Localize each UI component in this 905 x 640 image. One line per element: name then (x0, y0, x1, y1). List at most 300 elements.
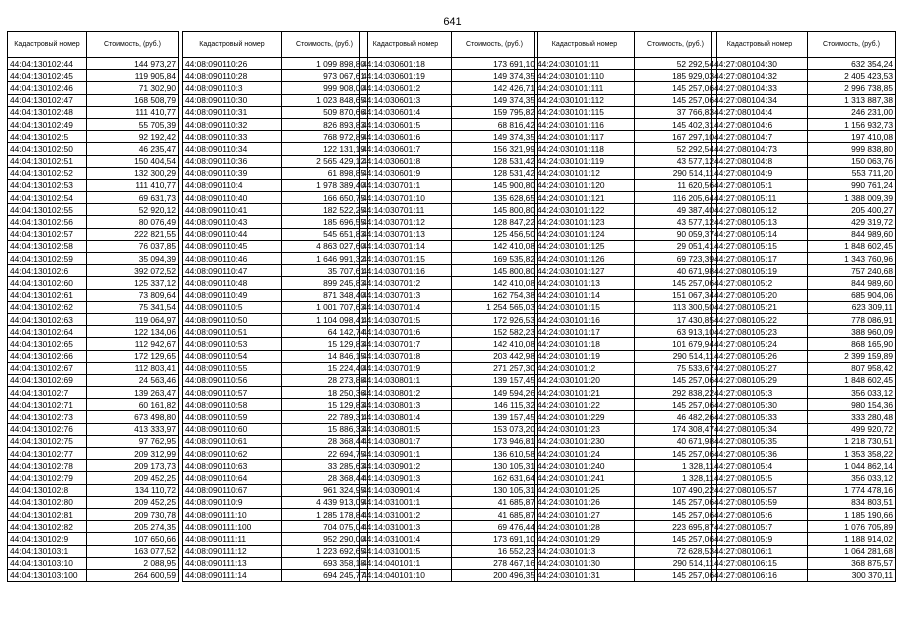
cadastral-number-cell: 44:24:030101:115 (535, 106, 635, 118)
cadastral-number-cell: 44:24:030101:16 (535, 313, 635, 325)
table-row (360, 448, 538, 460)
cost-cell: 990 761,24 (808, 179, 896, 191)
table-row (535, 301, 717, 313)
cost-cell: 1 328,11 (635, 472, 717, 484)
table-row (360, 533, 538, 545)
cost-cell: 169 535,82 (452, 253, 538, 265)
cost-cell: 172 926,53 (452, 313, 538, 325)
table-row (360, 484, 538, 496)
table-row (183, 326, 368, 338)
cost-cell: 43 577,12 (635, 216, 717, 228)
table-row (8, 338, 179, 350)
cost-cell: 290 514,11 (635, 557, 717, 569)
cost-cell: 499 920,72 (808, 423, 896, 435)
table-row (183, 70, 368, 82)
table-row (712, 106, 896, 118)
cost-cell: 128 847,22 (452, 216, 538, 228)
cadastral-number-cell: 44:14:031001:5 (360, 545, 452, 557)
cost-cell: 28 368,44 (282, 435, 368, 447)
cadastral-number-cell: 44:24:030101:25 (535, 484, 635, 496)
cadastral-number-cell: 44:08:090110:59 (183, 411, 282, 423)
cadastral-number-cell: 44:24:030101:2 (535, 362, 635, 374)
table-header-row (360, 32, 538, 58)
cost-cell: 46 235,47 (87, 143, 179, 155)
cost-cell: 197 410,08 (808, 131, 896, 143)
cost-cell: 122 131,19 (282, 143, 368, 155)
cost-cell: 623 309,11 (808, 301, 896, 313)
cadastral-number-cell: 44:04:130102:75 (8, 435, 87, 447)
cadastral-number-cell: 44:24:030101:112 (535, 94, 635, 106)
cadastral-number-cell: 44:04:130102:67 (8, 362, 87, 374)
cadastral-number-cell: 44:27:080104:4 (712, 106, 808, 118)
cost-cell: 116 205,64 (635, 192, 717, 204)
cadastral-number-cell: 44:14:030701:2 (360, 277, 452, 289)
cadastral-number-cell: 44:14:030701:15 (360, 253, 452, 265)
cost-cell: 292 838,22 (635, 387, 717, 399)
cost-cell: 162 754,38 (452, 289, 538, 301)
cadastral-number-cell: 44:14:030601:8 (360, 155, 452, 167)
cadastral-number-cell: 44:04:130102:63 (8, 313, 87, 325)
cadastral-number-cell: 44:27:080105:57 (712, 484, 808, 496)
cadastral-number-cell: 44:27:080105:5 (712, 472, 808, 484)
cadastral-table (359, 31, 538, 582)
cost-cell: 46 482,26 (635, 411, 717, 423)
cadastral-number-cell: 44:04:130102:80 (8, 496, 87, 508)
cadastral-number-cell: 44:08:090110:53 (183, 338, 282, 350)
table-row (8, 313, 179, 325)
cost-cell: 14 846,15 (282, 350, 368, 362)
table-row (360, 521, 538, 533)
table-header-row (8, 32, 179, 58)
cost-cell: 2 565 429,12 (282, 155, 368, 167)
cadastral-number-cell: 44:14:030801:5 (360, 423, 452, 435)
table-row (8, 362, 179, 374)
cost-cell: 4 439 913,09 (282, 496, 368, 508)
cost-cell: 69 631,73 (87, 192, 179, 204)
cadastral-table (182, 31, 368, 582)
cost-cell: 43 577,12 (635, 155, 717, 167)
cost-cell: 113 300,50 (635, 301, 717, 313)
table-row (535, 192, 717, 204)
table-row (360, 508, 538, 520)
cost-cell: 173 691,10 (452, 533, 538, 545)
table-row (535, 155, 717, 167)
cadastral-number-cell: 44:27:080105:12 (712, 204, 808, 216)
cadastral-number-cell: 44:04:130102:62 (8, 301, 87, 313)
cost-cell: 76 037,85 (87, 240, 179, 252)
table-row (8, 350, 179, 362)
table-row (535, 313, 717, 325)
table-row (183, 521, 368, 533)
cadastral-number-cell: 44:04:130102:71 (8, 399, 87, 411)
cadastral-number-cell: 44:08:090110:67 (183, 484, 282, 496)
table-row (535, 143, 717, 155)
cadastral-number-cell: 44:04:130102:56 (8, 216, 87, 228)
cadastral-header: Кадастровый номер (360, 32, 452, 58)
cadastral-number-cell: 44:14:040101:1 (360, 557, 452, 569)
table-row (712, 58, 896, 70)
cadastral-number-cell: 44:24:030101:12 (535, 167, 635, 179)
cost-cell: 844 989,60 (808, 277, 896, 289)
cost-cell: 174 308,47 (635, 423, 717, 435)
table-row (8, 423, 179, 435)
table-row (712, 228, 896, 240)
cost-cell: 899 245,83 (282, 277, 368, 289)
table-row (360, 313, 538, 325)
cost-cell: 209 452,25 (87, 496, 179, 508)
cadastral-number-cell: 44:24:030101:241 (535, 472, 635, 484)
table-row (8, 192, 179, 204)
table-row (712, 387, 896, 399)
cadastral-number-cell: 44:04:130102:59 (8, 253, 87, 265)
table-row (183, 508, 368, 520)
table-row (8, 58, 179, 70)
cost-cell: 111 410,77 (87, 106, 179, 118)
table-row (535, 338, 717, 350)
cost-cell: 136 610,58 (452, 448, 538, 460)
cost-cell: 69 723,39 (635, 253, 717, 265)
table-row (183, 265, 368, 277)
cost-cell: 29 051,41 (635, 240, 717, 252)
cost-cell: 156 321,99 (452, 143, 538, 155)
cost-cell: 150 063,76 (808, 155, 896, 167)
cost-cell: 130 105,31 (452, 484, 538, 496)
table-row (535, 106, 717, 118)
cost-cell: 545 651,83 (282, 228, 368, 240)
cadastral-number-cell: 44:14:030701:11 (360, 204, 452, 216)
table-row (360, 265, 538, 277)
cost-cell: 368 875,57 (808, 557, 896, 569)
cadastral-number-cell: 44:14:030701:14 (360, 240, 452, 252)
table-row (183, 350, 368, 362)
cadastral-number-cell: 44:04:130102:51 (8, 155, 87, 167)
cost-cell: 69 476,44 (452, 521, 538, 533)
table-row (535, 240, 717, 252)
cadastral-number-cell: 44:08:090110:48 (183, 277, 282, 289)
cost-cell: 167 297,10 (635, 131, 717, 143)
cadastral-number-cell: 44:14:030601:6 (360, 131, 452, 143)
cadastral-number-cell: 44:04:130102:78 (8, 460, 87, 472)
cost-cell: 333 280,48 (808, 411, 896, 423)
cost-cell: 271 257,30 (452, 362, 538, 374)
cost-cell: 973 067,61 (282, 70, 368, 82)
table-row (8, 216, 179, 228)
cost-cell: 64 142,74 (282, 326, 368, 338)
cadastral-header: Кадастровый номер (183, 32, 282, 58)
table-row (712, 204, 896, 216)
table-row (8, 496, 179, 508)
table-row (712, 374, 896, 386)
table-row (712, 253, 896, 265)
cadastral-number-cell: 44:24:030101:15 (535, 301, 635, 313)
cadastral-number-cell: 44:14:031001:1 (360, 496, 452, 508)
table-row (183, 545, 368, 557)
table-row (360, 58, 538, 70)
table-row (183, 435, 368, 447)
table-row (183, 94, 368, 106)
cadastral-number-cell: 44:04:130103:1 (8, 545, 87, 557)
cost-cell: 112 942,67 (87, 338, 179, 350)
cost-cell: 173 946,81 (452, 435, 538, 447)
table-row (535, 362, 717, 374)
cadastral-number-cell: 44:08:090110:33 (183, 131, 282, 143)
cost-cell: 149 374,35 (452, 70, 538, 82)
cadastral-number-cell: 44:04:130102:48 (8, 106, 87, 118)
table-row (183, 448, 368, 460)
cadastral-number-cell: 44:14:031001:3 (360, 521, 452, 533)
cadastral-number-cell: 44:08:090110:34 (183, 143, 282, 155)
cadastral-number-cell: 44:08:090111:11 (183, 533, 282, 545)
cost-cell: 130 105,31 (452, 460, 538, 472)
cadastral-number-cell: 44:27:080106:16 (712, 569, 808, 581)
table-row (712, 326, 896, 338)
cadastral-number-cell: 44:04:130102:9 (8, 533, 87, 545)
table-row (535, 448, 717, 460)
cost-cell: 107 650,66 (87, 533, 179, 545)
cost-cell: 145 402,31 (635, 118, 717, 130)
cadastral-number-cell: 44:27:080104:34 (712, 94, 808, 106)
cost-cell: 429 319,72 (808, 216, 896, 228)
cadastral-number-cell: 44:04:130102:82 (8, 521, 87, 533)
table-row (535, 460, 717, 472)
cadastral-number-cell: 44:27:080105:35 (712, 435, 808, 447)
table-row (535, 435, 717, 447)
cost-cell: 75 533,67 (635, 362, 717, 374)
table-row (183, 533, 368, 545)
cost-cell: 768 972,89 (282, 131, 368, 143)
cadastral-number-cell: 44:04:130102:50 (8, 143, 87, 155)
cadastral-number-cell: 44:27:080105:9 (712, 533, 808, 545)
table-row (712, 313, 896, 325)
cadastral-number-cell: 44:24:030101:119 (535, 155, 635, 167)
cadastral-number-cell: 44:14:030601:18 (360, 58, 452, 70)
cadastral-number-cell: 44:08:090110:46 (183, 253, 282, 265)
table-row (360, 240, 538, 252)
cost-cell: 142 410,08 (452, 277, 538, 289)
table-row (712, 94, 896, 106)
table-row (183, 569, 368, 581)
table-row (535, 179, 717, 191)
table-row (360, 143, 538, 155)
table-row (360, 277, 538, 289)
cost-cell: 1 044 862,14 (808, 460, 896, 472)
table-row (712, 277, 896, 289)
cadastral-number-cell: 44:14:030601:3 (360, 94, 452, 106)
cost-cell: 1 156 932,73 (808, 118, 896, 130)
table-row (712, 496, 896, 508)
cadastral-number-cell: 44:08:090110:62 (183, 448, 282, 460)
cadastral-number-cell: 44:08:090110:31 (183, 106, 282, 118)
cost-cell: 163 077,52 (87, 545, 179, 557)
cost-cell: 16 552,23 (452, 545, 538, 557)
table-row (712, 192, 896, 204)
table-row (360, 82, 538, 94)
table-row (8, 204, 179, 216)
cost-cell: 1 848 602,45 (808, 374, 896, 386)
cadastral-number-cell: 44:24:030101:124 (535, 228, 635, 240)
table-row (360, 118, 538, 130)
cost-cell: 1 099 898,80 (282, 58, 368, 70)
table-row (712, 521, 896, 533)
table-row (360, 472, 538, 484)
cost-cell: 844 989,60 (808, 228, 896, 240)
cost-cell: 2 399 159,89 (808, 350, 896, 362)
cost-cell: 209 312,99 (87, 448, 179, 460)
cadastral-number-cell: 44:14:030701:9 (360, 362, 452, 374)
cost-cell: 1 023 848,65 (282, 94, 368, 106)
cadastral-number-cell: 44:04:130102:65 (8, 338, 87, 350)
table-row (183, 143, 368, 155)
cost-cell: 145 800,80 (452, 265, 538, 277)
cost-cell: 868 165,90 (808, 338, 896, 350)
cadastral-number-cell: 44:24:030101:117 (535, 131, 635, 143)
cost-cell: 119 064,97 (87, 313, 179, 325)
cadastral-number-cell: 44:08:090110:50 (183, 313, 282, 325)
cadastral-number-cell: 44:14:030901:4 (360, 484, 452, 496)
cadastral-number-cell: 44:08:090110:64 (183, 472, 282, 484)
cadastral-number-cell: 44:27:080105:33 (712, 411, 808, 423)
table-row (535, 70, 717, 82)
cadastral-header: Кадастровый номер (712, 32, 808, 58)
cadastral-number-cell: 44:04:130102:46 (8, 82, 87, 94)
cadastral-number-cell: 44:08:090110:47 (183, 265, 282, 277)
table-row (8, 472, 179, 484)
cadastral-number-cell: 44:14:030701:4 (360, 301, 452, 313)
table-row (535, 484, 717, 496)
table-row (8, 70, 179, 82)
table-row (535, 167, 717, 179)
cadastral-number-cell: 44:27:080106:1 (712, 545, 808, 557)
cost-cell: 145 257,06 (635, 94, 717, 106)
cadastral-number-cell: 44:14:030601:9 (360, 167, 452, 179)
cost-cell: 28 273,88 (282, 374, 368, 386)
cadastral-number-cell: 44:24:030101:17 (535, 326, 635, 338)
cost-cell: 694 245,77 (282, 569, 368, 581)
cadastral-header: Кадастровый номер (8, 32, 87, 58)
cost-cell: 119 905,84 (87, 70, 179, 82)
cadastral-number-cell: 44:14:030801:3 (360, 399, 452, 411)
table-row (535, 472, 717, 484)
cadastral-number-cell: 44:08:090110:28 (183, 70, 282, 82)
cost-cell: 356 033,12 (808, 387, 896, 399)
cost-cell: 40 671,98 (635, 435, 717, 447)
cost-cell: 264 600,59 (87, 569, 179, 581)
table-row (183, 557, 368, 569)
cost-cell: 142 426,71 (452, 82, 538, 94)
cadastral-number-cell: 44:24:030101:14 (535, 289, 635, 301)
table-row (360, 192, 538, 204)
cadastral-number-cell: 44:27:080105:23 (712, 326, 808, 338)
cost-cell: 145 257,06 (635, 399, 717, 411)
cadastral-number-cell: 44:04:130103:10 (8, 557, 87, 569)
cost-cell: 63 913,10 (635, 326, 717, 338)
cost-cell: 278 467,16 (452, 557, 538, 569)
table-row (183, 155, 368, 167)
table-row (183, 460, 368, 472)
table-row (360, 167, 538, 179)
cadastral-number-cell: 44:24:030101:13 (535, 277, 635, 289)
cost-cell: 980 154,36 (808, 399, 896, 411)
table-row (535, 131, 717, 143)
cost-cell: 111 410,77 (87, 179, 179, 191)
cost-cell: 222 821,55 (87, 228, 179, 240)
cost-cell: 392 072,52 (87, 265, 179, 277)
table-row (535, 508, 717, 520)
cadastral-number-cell: 44:08:090111:12 (183, 545, 282, 557)
table-row (535, 557, 717, 569)
table-row (183, 192, 368, 204)
cadastral-number-cell: 44:27:080104:32 (712, 70, 808, 82)
cadastral-number-cell: 44:08:090111:100 (183, 521, 282, 533)
cadastral-number-cell: 44:08:090111:10 (183, 508, 282, 520)
cadastral-table (534, 31, 717, 582)
cost-cell: 290 514,11 (635, 167, 717, 179)
cadastral-table (711, 31, 896, 582)
cadastral-number-cell: 44:04:130102:60 (8, 277, 87, 289)
cadastral-number-cell: 44:27:080105:29 (712, 374, 808, 386)
table-row (8, 508, 179, 520)
cost-cell: 1 076 705,89 (808, 521, 896, 533)
cadastral-number-cell: 44:24:030101:123 (535, 216, 635, 228)
cost-cell: 145 257,06 (635, 533, 717, 545)
table-row (712, 460, 896, 472)
table-row (535, 521, 717, 533)
cost-cell: 75 341,54 (87, 301, 179, 313)
cadastral-number-cell: 44:08:090110:41 (183, 204, 282, 216)
cost-cell: 128 531,42 (452, 167, 538, 179)
cadastral-number-cell: 44:08:090110:43 (183, 216, 282, 228)
cadastral-number-cell: 44:14:030701:6 (360, 326, 452, 338)
cadastral-number-cell: 44:24:030101:28 (535, 521, 635, 533)
cost-cell: 205 274,35 (87, 521, 179, 533)
cadastral-number-cell: 44:04:130102:47 (8, 94, 87, 106)
table-row (535, 326, 717, 338)
table-row (8, 228, 179, 240)
cost-cell: 145 257,06 (635, 569, 717, 581)
cadastral-number-cell: 44:27:080105:11 (712, 192, 808, 204)
cost-cell: 704 075,04 (282, 521, 368, 533)
cadastral-number-cell: 44:08:090110:44 (183, 228, 282, 240)
cadastral-number-cell: 44:27:080105:17 (712, 253, 808, 265)
table-row (8, 411, 179, 423)
cadastral-number-cell: 44:08:090110:40 (183, 192, 282, 204)
table-row (8, 545, 179, 557)
table-row (535, 289, 717, 301)
cadastral-number-cell: 44:24:030101:24 (535, 448, 635, 460)
cadastral-number-cell: 44:04:130102:66 (8, 350, 87, 362)
cost-cell: 18 250,36 (282, 387, 368, 399)
cadastral-number-cell: 44:27:080105:59 (712, 496, 808, 508)
cadastral-number-cell: 44:04:130102:49 (8, 118, 87, 130)
cost-cell: 134 110,72 (87, 484, 179, 496)
cadastral-number-cell: 44:04:130102:73 (8, 411, 87, 423)
cadastral-number-cell: 44:27:080104:73 (712, 143, 808, 155)
table-row (8, 448, 179, 460)
cost-cell: 149 374,35 (452, 94, 538, 106)
cost-cell: 159 795,82 (452, 106, 538, 118)
cadastral-number-cell: 44:14:030801:7 (360, 435, 452, 447)
table-row (712, 265, 896, 277)
cadastral-number-cell: 44:27:080106:15 (712, 557, 808, 569)
table-row (183, 362, 368, 374)
cost-cell: 122 134,06 (87, 326, 179, 338)
cost-cell: 1 064 281,68 (808, 545, 896, 557)
cost-cell: 1 646 991,32 (282, 253, 368, 265)
cost-cell: 200 496,35 (452, 569, 538, 581)
table-row (360, 155, 538, 167)
cost-cell: 757 240,68 (808, 265, 896, 277)
cadastral-number-cell: 44:24:030101:3 (535, 545, 635, 557)
